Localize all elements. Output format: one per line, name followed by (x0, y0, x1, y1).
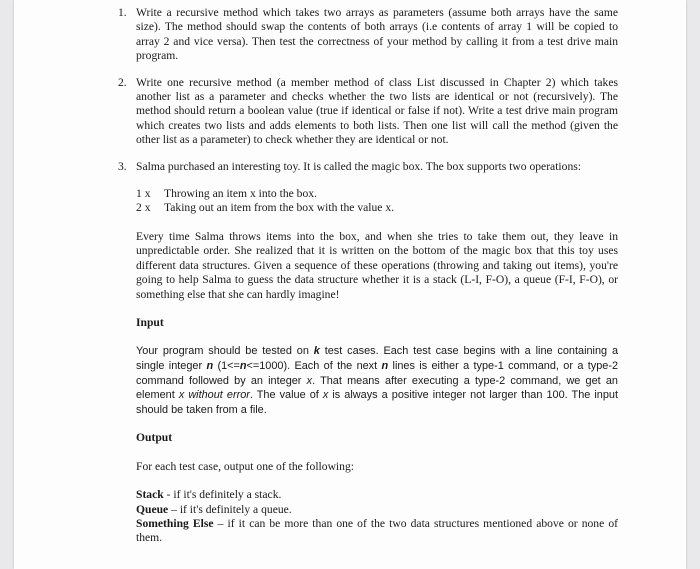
command-desc: Taking out an item from the box with the value x. (164, 201, 395, 215)
output-sep: – (168, 502, 180, 516)
input-var-n: n (239, 359, 247, 372)
output-sep: - (163, 488, 174, 502)
input-paragraph (136, 344, 618, 417)
question-3 (118, 160, 618, 546)
input-text: lines is either a type-1 command, or a type-2 command followed by an integer (136, 359, 618, 387)
output-label: Queue (136, 502, 169, 516)
input-heading: Input (136, 315, 164, 329)
input-var-x-without-error: x without error (178, 389, 250, 402)
input-var-k: k (313, 345, 320, 358)
output-label: Something Else (136, 516, 214, 530)
output-sep: – (213, 516, 228, 530)
input-text: is always a positive integer not larger than 100. The input should be taken from a file. (136, 389, 618, 416)
input-var-n: n (381, 359, 389, 372)
question-1-text: Write a recursive method which takes two arrays as parameters (assume both arrays have the same size). The method should swap the contents of both arrays (i.e contents of array 1 will be copied to array 2 and vice versa). Then test the correctness of your method by calling it from a test drive main program. (136, 6, 618, 63)
question-3-number: 3. (118, 159, 127, 173)
input-text: . The value of (249, 389, 323, 402)
output-intro: For each test case, output one of the following: (136, 459, 354, 473)
question-3-intro: Salma purchased an interesting toy. It is called the magic box. The box supports two operations: (136, 159, 581, 173)
command-desc: Throwing an item x into the box. (164, 187, 317, 201)
output-desc: if it's definitely a stack. (173, 488, 282, 502)
input-text: Your program should be tested on (136, 345, 314, 358)
question-1 (118, 6, 618, 64)
document-content (118, 6, 618, 546)
output-label: Stack (136, 488, 164, 502)
output-desc: if it can be more than one of the two data structures mentioned above or none of them. (136, 516, 618, 545)
command-row (136, 201, 618, 215)
story-paragraph: Every time Salma throws items into the box, and when she tries to take them out, they leave in unpredictable order. She realized that it is written on the bottom of the magic box that this toy uses different data structures. Given a sequence of these operations (throwing and taking out items), you're going to help Salma to guess the data structure whether it is a stack (L-I, F-O), a queue (F-I, F-O), or something else that she can hardly imagine! (136, 229, 618, 301)
input-text: test cases. Each test case begins with a line containing a single integer (136, 345, 619, 372)
input-var-n: n (206, 359, 214, 372)
command-list (136, 187, 618, 216)
input-text: (1<= (213, 359, 240, 372)
question-1-number: 1. (118, 6, 127, 19)
input-text: <=1000). Each of the next (246, 359, 382, 372)
output-heading: Output (136, 431, 173, 445)
question-2 (118, 76, 618, 148)
command-row (136, 187, 618, 201)
output-desc: if it's definitely a queue. (179, 502, 292, 516)
question-2-text: Write one recursive method (a member method of class List discussed in Chapter 2) which takes another list as a parameter and checks whether the two lists are identical or not (recursively). The method should return a boolean value (true if identical or false if not). Write a test drive main program which creates two lists and adds elements to both lists. Then one list will call the method (given the other list as a parameter) to check whether they are identical or not. (136, 75, 618, 147)
input-var-x: x (306, 374, 313, 387)
input-text: . That means after executing a type-2 command, we get an element (136, 374, 618, 402)
document-page (14, 0, 686, 569)
output-option-queue (136, 503, 618, 517)
command-code: 1 x (136, 187, 151, 201)
command-code: 2 x (136, 201, 151, 215)
question-2-number: 2. (118, 75, 127, 89)
output-options (136, 488, 618, 546)
input-var-x: x (322, 389, 329, 402)
output-option-stack (136, 488, 618, 502)
output-option-something-else (136, 517, 618, 546)
